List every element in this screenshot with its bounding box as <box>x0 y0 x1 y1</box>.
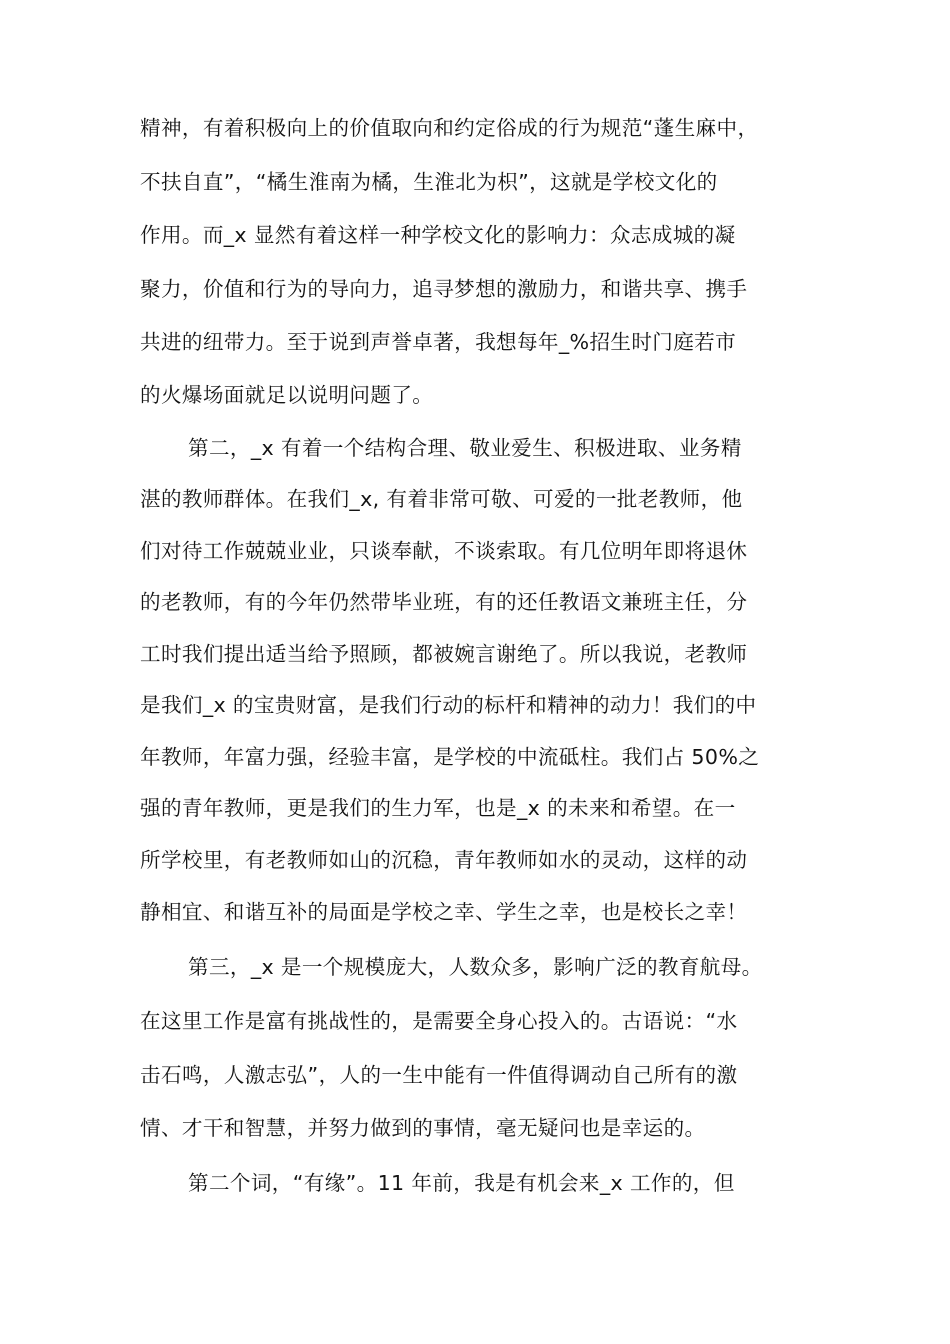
text-line: 精神，有着积极向上的价值取向和约定俗成的行为规范“蓬生麻中， <box>140 116 759 140</box>
text-line: 聚力，价值和行为的导向力，追寻梦想的激励力，和谐共享、携手 <box>140 277 748 301</box>
text-line: 击石鸣，人激志弘”，人的一生中能有一件值得调动自己所有的激 <box>140 1063 738 1087</box>
text-line: 工时我们提出适当给予照顾，都被婉言谢绝了。所以我说，老教师 <box>140 642 748 666</box>
text-line: 静相宜、和谐互补的局面是学校之幸、学生之幸，也是校长之幸！ <box>140 900 748 924</box>
text-line: 强的青年教师，更是我们的生力军，也是_x 的未来和希望。在一 <box>140 796 736 820</box>
text-line: 的老教师，有的今年仍然带毕业班，有的还任教语文兼班主任，分 <box>140 590 748 614</box>
text-line: 所学校里，有老教师如山的沉稳，青年教师如水的灵动，这样的动 <box>140 848 748 872</box>
text-line: 共进的纽带力。至于说到声誉卓著，我想每年_%招生时门庭若市 <box>140 330 737 354</box>
paragraph-first-line: 第二个词，“有缘”。11 年前，我是有机会来_x 工作的，但 <box>188 1171 735 1195</box>
text-line: 是我们_x 的宝贵财富，是我们行动的标杆和精神的动力！我们的中 <box>140 693 757 717</box>
text-line: 湛的教师群体。在我们_x, 有着非常可敬、可爱的一批老教师，他 <box>140 487 743 511</box>
text-line: 情、才干和智慧，并努力做到的事情，毫无疑问也是幸运的。 <box>140 1116 706 1140</box>
text-line: 的火爆场面就足以说明问题了。 <box>140 383 434 407</box>
text-line: 不扶自直”，“橘生淮南为橘，生淮北为枳”，这就是学校文化的 <box>140 170 718 194</box>
text-line: 在这里工作是富有挑战性的，是需要全身心投入的。古语说：“水 <box>140 1009 738 1033</box>
text-line: 年教师，年富力强，经验丰富，是学校的中流砥柱。我们占 50%之 <box>140 745 760 769</box>
paragraph-first-line: 第二，_x 有着一个结构合理、敬业爱生、积极进取、业务精 <box>188 436 742 460</box>
paragraph-first-line: 第三，_x 是一个规模庞大，人数众多，影响广泛的教育航母。 <box>188 955 763 979</box>
text-line: 作用。而_x 显然有着这样一种学校文化的影响力：众志成城的凝 <box>140 223 736 247</box>
text-line: 们对待工作兢兢业业，只谈奉献，不谈索取。有几位明年即将退休 <box>140 539 748 563</box>
